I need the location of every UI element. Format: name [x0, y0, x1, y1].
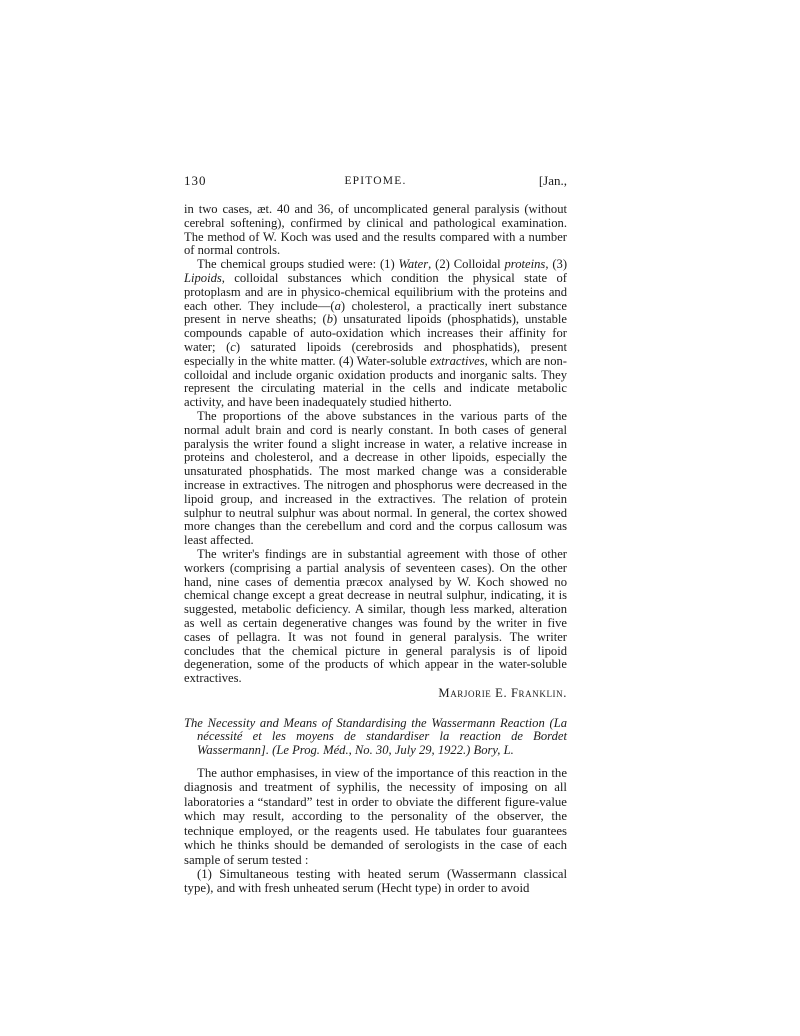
journal-page [184, 174, 567, 896]
italic-text: Le Prog. Méd., No. [276, 743, 373, 758]
paragraph: The chemical groups studied were: (1) Water, (2) Colloidal proteins, (3) Lipoids, colloidal substances which condition the physical state of protoplasm and are in physico-chemical equilibrium with the proteins and each other. They include—(a) cholesterol, a practically inert substance present in nerve sheaths; (b) unsaturated lipoids (phosphatids), unstable compounds capable of auto-oxidation which increases their affinity for water; (c) saturated lipoids (cerebrosids and phosphatids), present especially in the white matter. (4) Water-soluble extractives, which are non-colloidal and include organic oxidation products and inorganic salts. They represent the circulating material in the cells and indicate metabolic activity, and have been inadequately studied hitherto. [184, 257, 568, 410]
italic-text: The Necessity and Means of Standardising the Wassermann Reaction [184, 715, 545, 730]
italic-text: Lipoids [184, 270, 222, 285]
issue-label: [Jan., [538, 173, 567, 188]
paragraph: The proportions of the above substances in the various parts of the normal adult brain and cord is nearly constant. In both cases of general paralysis the writer found a slight increase in water, a relative increase in proteins and cholesterol, and a decrease in other lipoids, especially the unsaturated phosphatids. The most marked change was a considerable increase in extractives. The nitrogen and phosphorus were decreased in the lipoid group, and increased in the extractives. The relation of protein sulphur to neutral sulphur was about normal. In general, the cortex showed more changes than the cerebellum and cord and the corpus callosum was least affected. [184, 408, 567, 548]
italic-text: La nécessité et les moyens de standardiser la reaction de Bordet Wassermann [197, 715, 567, 758]
running-title: EPITOME. [344, 175, 407, 187]
article-body [184, 766, 567, 896]
italic-text: b [326, 312, 333, 327]
italic-text: July [394, 743, 416, 758]
paragraph: (1) Simultaneous testing with heated serum (Wassermann classical type), and with fresh unheated serum (Hecht type) in order to avoid [184, 866, 567, 896]
running-header [184, 174, 567, 190]
author-signature: Marjorie E. Franklin. [438, 685, 567, 700]
italic-text: c [230, 339, 236, 354]
page-number: 130 [184, 173, 207, 188]
paragraph: The author emphasises, in view of the importance of this reaction in the diagnosis and treatment of syphilis, the necessity of imposing on all laboratories a “standard” test in order to obviate the different figure-value which may result, according to the personality of the observer, the technique employed, or the reagents used. He tabulates four guarantees which he thinks should be demanded of serologists in the case of each sample of serum tested : [184, 766, 567, 867]
paragraph: in two cases, æt. 40 and 36, of uncomplicated general paralysis (without cerebral softening), confirmed by clinical and pathological examination. The method of W. Koch was used and the results compared with a number of normal controls. [184, 202, 567, 258]
article-heading: The Necessity and Means of Standardising the Wassermann Reaction (La nécessité et les moyens de standardiser la reaction de Bordet Wassermann]. (Le Prog. Méd., No. 30, July 29, 1922.) Bory, L. [184, 715, 567, 758]
article-chemistry-general-paralysis [184, 203, 567, 701]
article-wassermann-standardisation [184, 717, 567, 896]
italic-text: Bory, L. [473, 743, 514, 758]
italic-text: Water [398, 257, 429, 272]
paragraph: The writer's findings are in substantial agreement with those of other workers (comprising a partial analysis of seventeen cases). On the other hand, nine cases of dementia præcox analysed by W. Koch showed no chemical change except a great decrease in neutral sulphur, indicating, it is suggested, metabolic deficiency. A similar, though less marked, alteration as well as certain degenerative changes was found by the writer in five cases of pellagra. It was not found in general paralysis. The writer concludes that the chemical picture in general paralysis is of lipoid degeneration, some of the products of which appear in the water-soluble extractives. [184, 546, 567, 686]
italic-text: extractives [430, 353, 485, 368]
italic-text: proteins [504, 257, 546, 272]
italic-text: a [334, 298, 341, 313]
